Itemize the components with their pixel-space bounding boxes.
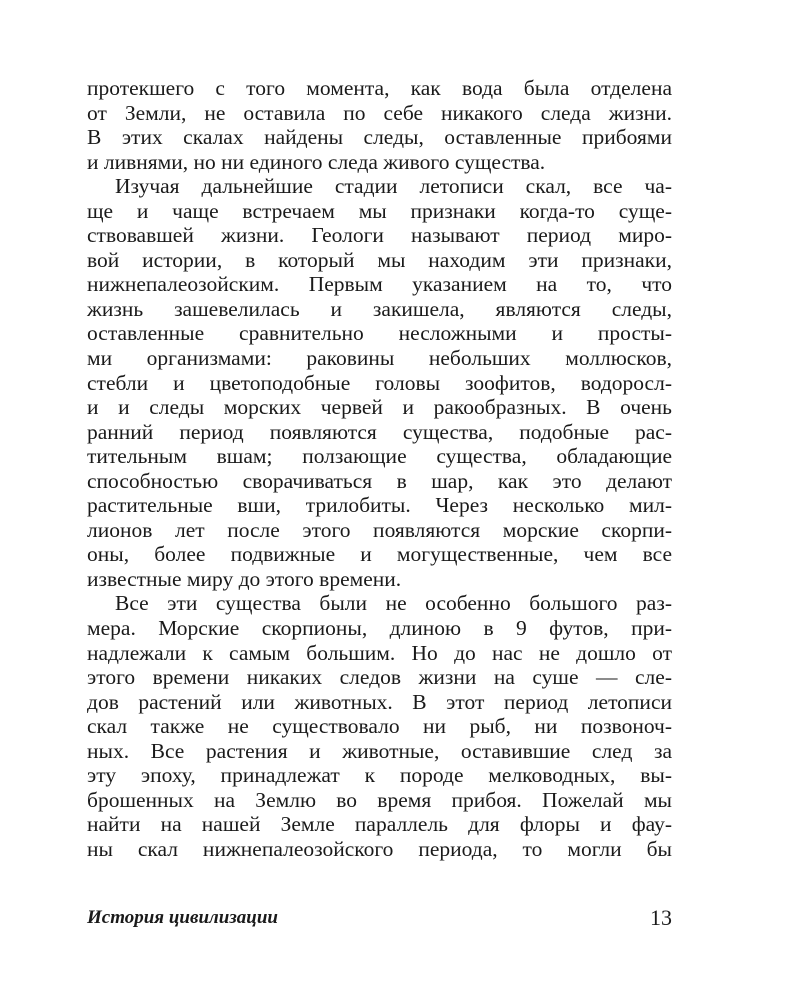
running-title: История цивилизации (87, 907, 278, 928)
text-line: В этих скалах найдены следы, оставленные прибоями (87, 125, 672, 150)
text-line: протекшего с того момента, как вода была отделена (87, 76, 672, 100)
page-number: 13 (650, 905, 672, 930)
text-line: Все эти существа были не особенно большого раз- (115, 591, 672, 616)
text-line: вой истории, в который мы находим эти признаки, (87, 247, 672, 272)
text-line: лионов лет после этого появляются морские скорпи- (87, 517, 672, 542)
text-line: ны скал нижнепалеозойского периода, то могли бы (87, 836, 672, 861)
text-line: нижнепалеозойским. Первым указанием на то, что (87, 272, 672, 297)
text-line: дов растений или животных. В этот период летописи (87, 689, 672, 714)
text-line: и и следы морских червей и ракообразных. В очень (87, 395, 672, 420)
text-line: оны, более подвижные и могущественные, чем все (87, 542, 672, 567)
text-line: ще и чаще встречаем мы признаки когда-то суще- (87, 198, 672, 223)
text-line: этого времени никаких следов жизни на суше — сле- (87, 665, 672, 690)
page-footer (87, 907, 672, 937)
text-line: найти на нашей Земле параллель для флоры и фау- (87, 812, 672, 837)
text-line: жизнь зашевелилась и закишела, являются следы, (87, 296, 672, 321)
text-line: растительные вши, трилобиты. Через несколько мил- (87, 493, 672, 518)
text-line: надлежали к самым большим. Но до нас не дошло от (87, 640, 672, 665)
text-line: ранний период появляются существа, подобные рас- (87, 419, 672, 444)
text-line: тительным вшам; ползающие существа, обладающие (87, 444, 672, 469)
text-line: стебли и цветоподобные головы зоофитов, водоросл- (87, 370, 672, 395)
text-line: от Земли, не оставила по себе никакого следа жизни. (87, 100, 672, 125)
text-line: ми организмами: раковины небольших моллюсков, (87, 346, 672, 371)
text-line: ствовавшей жизни. Геологи называют период миро- (87, 223, 672, 248)
text-line: брошенных на Землю во время прибоя. Пожелай мы (87, 787, 672, 812)
text-line: Изучая дальнейшие стадии летописи скал, все ча- (115, 174, 672, 199)
text-line: ных. Все растения и животные, оставившие след за (87, 738, 672, 763)
text-line: и ливнями, но ни единого следа живого существа. (87, 149, 546, 174)
text-line: эту эпоху, принадлежат к породе мелководных, вы- (87, 763, 672, 788)
text-line: способностью сворачиваться в шар, как это делают (87, 468, 672, 493)
text-line: оставленные сравнительно несложными и просты- (87, 321, 672, 346)
body-text (87, 76, 672, 862)
text-line: скал также не существовало ни рыб, ни позвоноч- (87, 714, 672, 739)
text-line: известные миру до этого времени. (87, 566, 402, 591)
text-line: мера. Морские скорпионы, длиною в 9 футов, при- (87, 616, 672, 641)
